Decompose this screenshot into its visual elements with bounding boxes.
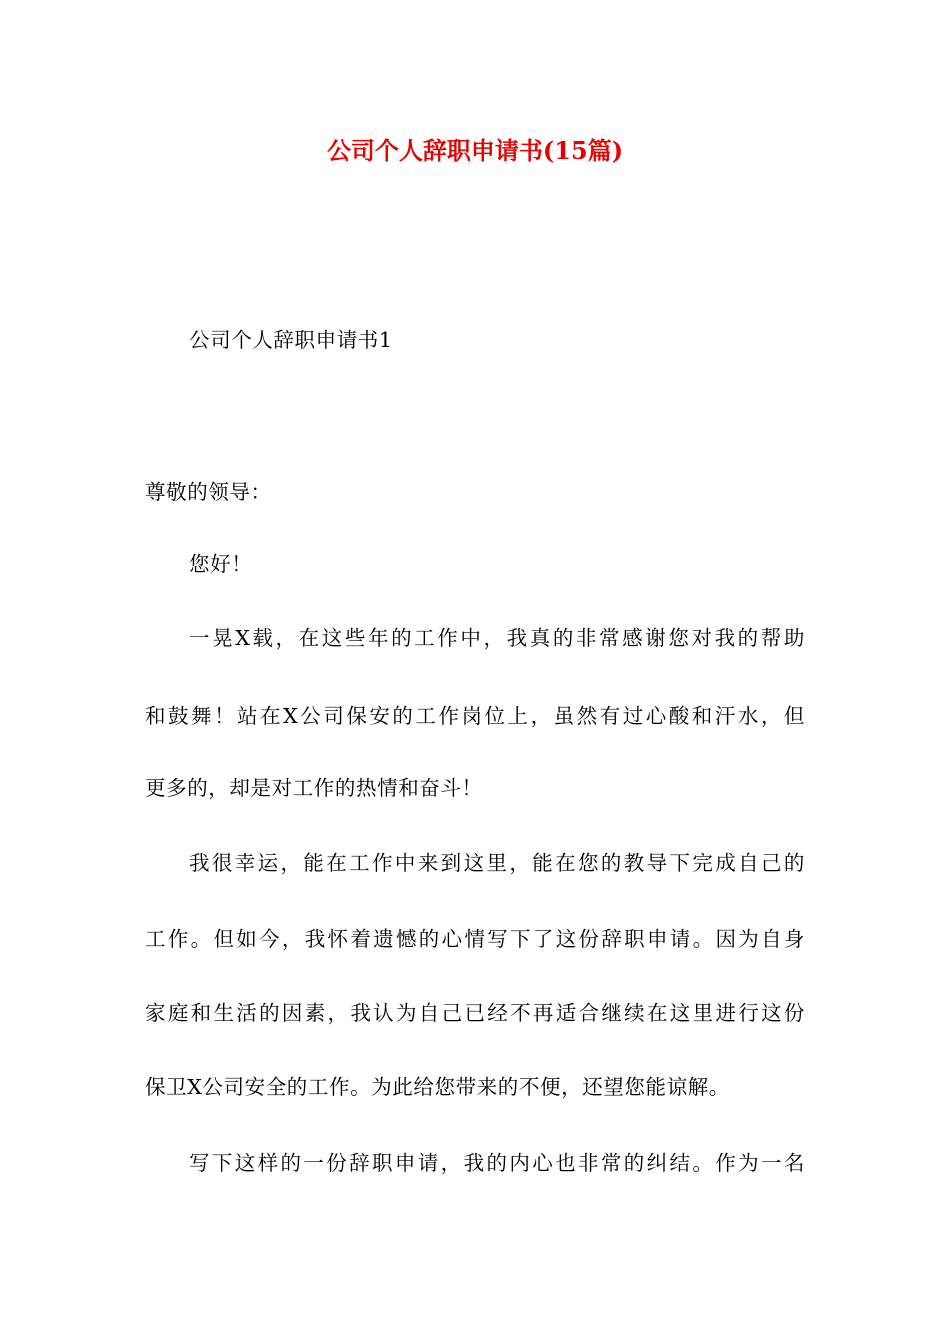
body-line: 和鼓舞！站在X公司保安的工作岗位上，虽然有过心酸和汗水，但 (145, 704, 805, 728)
section-heading: 公司个人辞职申请书1 (189, 328, 393, 352)
body-line: 我很幸运，能在工作中来到这里，能在您的教导下完成自己的 (189, 851, 805, 875)
document-title: 公司个人辞职申请书(15篇) (326, 136, 624, 165)
body-line: 一晃X载，在这些年的工作中，我真的非常感谢您对我的帮助 (189, 626, 805, 650)
body-line: 工作。但如今，我怀着遗憾的心情写下了这份辞职申请。因为自身 (145, 927, 805, 951)
body-line: 保卫X公司安全的工作。为此给您带来的不便，还望您能谅解。 (145, 1075, 730, 1099)
body-line: 家庭和生活的因素，我认为自己已经不再适合继续在这里进行这份 (145, 1001, 805, 1025)
salutation: 尊敬的领导： (145, 480, 272, 504)
greeting: 您好！ (189, 552, 253, 576)
body-line: 写下这样的一份辞职申请，我的内心也非常的纠结。作为一名 (189, 1151, 805, 1175)
body-line: 更多的，却是对工作的热情和奋斗！ (145, 776, 483, 800)
